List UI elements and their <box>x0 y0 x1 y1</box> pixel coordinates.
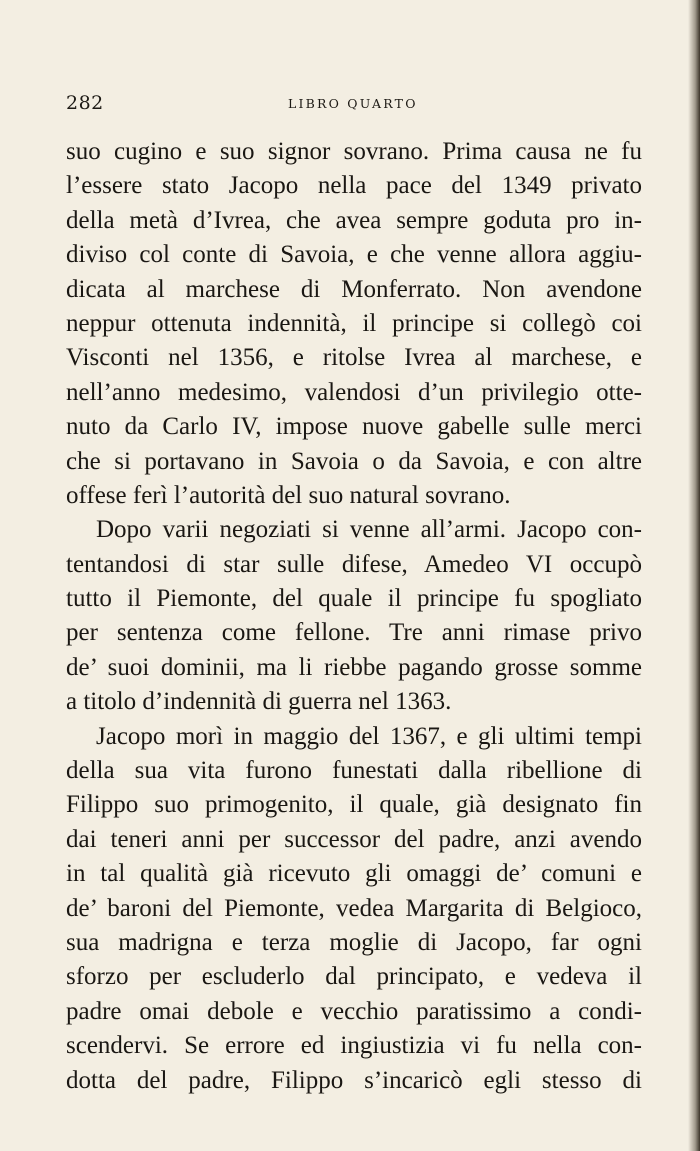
text-line: neppur ottenuta indennità, il principe si collegò coi <box>66 309 642 337</box>
text-line: l’essere stato Jacopo nella pace del 1349 privato <box>66 172 642 200</box>
text-line: della metà d’Ivrea, che avea sempre goduta pro in- <box>66 206 642 234</box>
text-line: tutto il Piemonte, del quale il principe fu spogliato <box>66 585 642 613</box>
paragraph <box>66 135 642 513</box>
text-line: che si portavano in Savoia o da Savoia, e con altre <box>66 447 642 475</box>
text-line: de’ suoi dominii, ma li riebbe pagando grosse somme <box>66 653 642 681</box>
text-line: dicata al marchese di Monferrato. Non avendone <box>66 275 642 303</box>
text-line: per sentenza come fellone. Tre anni rimase privo <box>66 619 642 647</box>
text-line: Filippo suo primogenito, il quale, già designato fin <box>66 791 642 819</box>
text-line: nell’anno medesimo, valendosi d’un privilegio otte- <box>66 378 642 406</box>
text-line: nuto da Carlo IV, impose nuove gabelle sulle merci <box>66 413 642 441</box>
text-line: suo cugino e suo signor sovrano. Prima causa ne fu <box>66 138 642 165</box>
text-line: Dopo varii negoziati si venne all’armi. Jacopo con- <box>96 516 642 544</box>
page-header <box>66 92 640 118</box>
page-edge-shadow <box>688 0 700 1151</box>
text-line: Visconti nel 1356, e ritolse Ivrea al marchese, e <box>66 344 642 372</box>
page-number: 282 <box>66 92 104 114</box>
text-line: tentandosi di star sulle difese, Amedeo VI occupò <box>66 550 642 578</box>
text-line: Jacopo morì in maggio del 1367, e gli ultimi tempi <box>96 722 642 750</box>
text-line: de’ baroni del Piemonte, vedea Margarita di Belgioco, <box>66 894 642 922</box>
paragraph <box>66 720 642 1098</box>
text-line: sforzo per escluderlo dal principato, e vedeva il <box>66 963 642 991</box>
text-line: sua madrigna e terza moglie di Jacopo, far ogni <box>66 928 642 956</box>
body-text <box>66 135 642 1098</box>
text-line: dai teneri anni per successor del padre, anzi avendo <box>66 825 642 853</box>
paragraph <box>66 513 642 719</box>
text-line: a titolo d’indennità di guerra nel 1363. <box>66 688 452 716</box>
text-line: padre omai debole e vecchio paratissimo a condi- <box>66 997 642 1025</box>
text-line: offese ferì l’autorità del suo natural sovrano. <box>66 481 511 509</box>
text-line: dotta del padre, Filippo s’incaricò egli stesso di <box>66 1066 642 1094</box>
text-line: della sua vita furono funestati dalla ribellione di <box>66 757 642 785</box>
text-line: in tal qualità già ricevuto gli omaggi de’ comuni e <box>66 860 642 888</box>
text-line: scendervi. Se errore ed ingiustizia vi fu nella con- <box>66 1032 642 1060</box>
text-line: diviso col conte di Savoia, e che venne allora aggiu- <box>66 241 642 269</box>
running-head: LIBRO QUARTO <box>288 96 418 111</box>
